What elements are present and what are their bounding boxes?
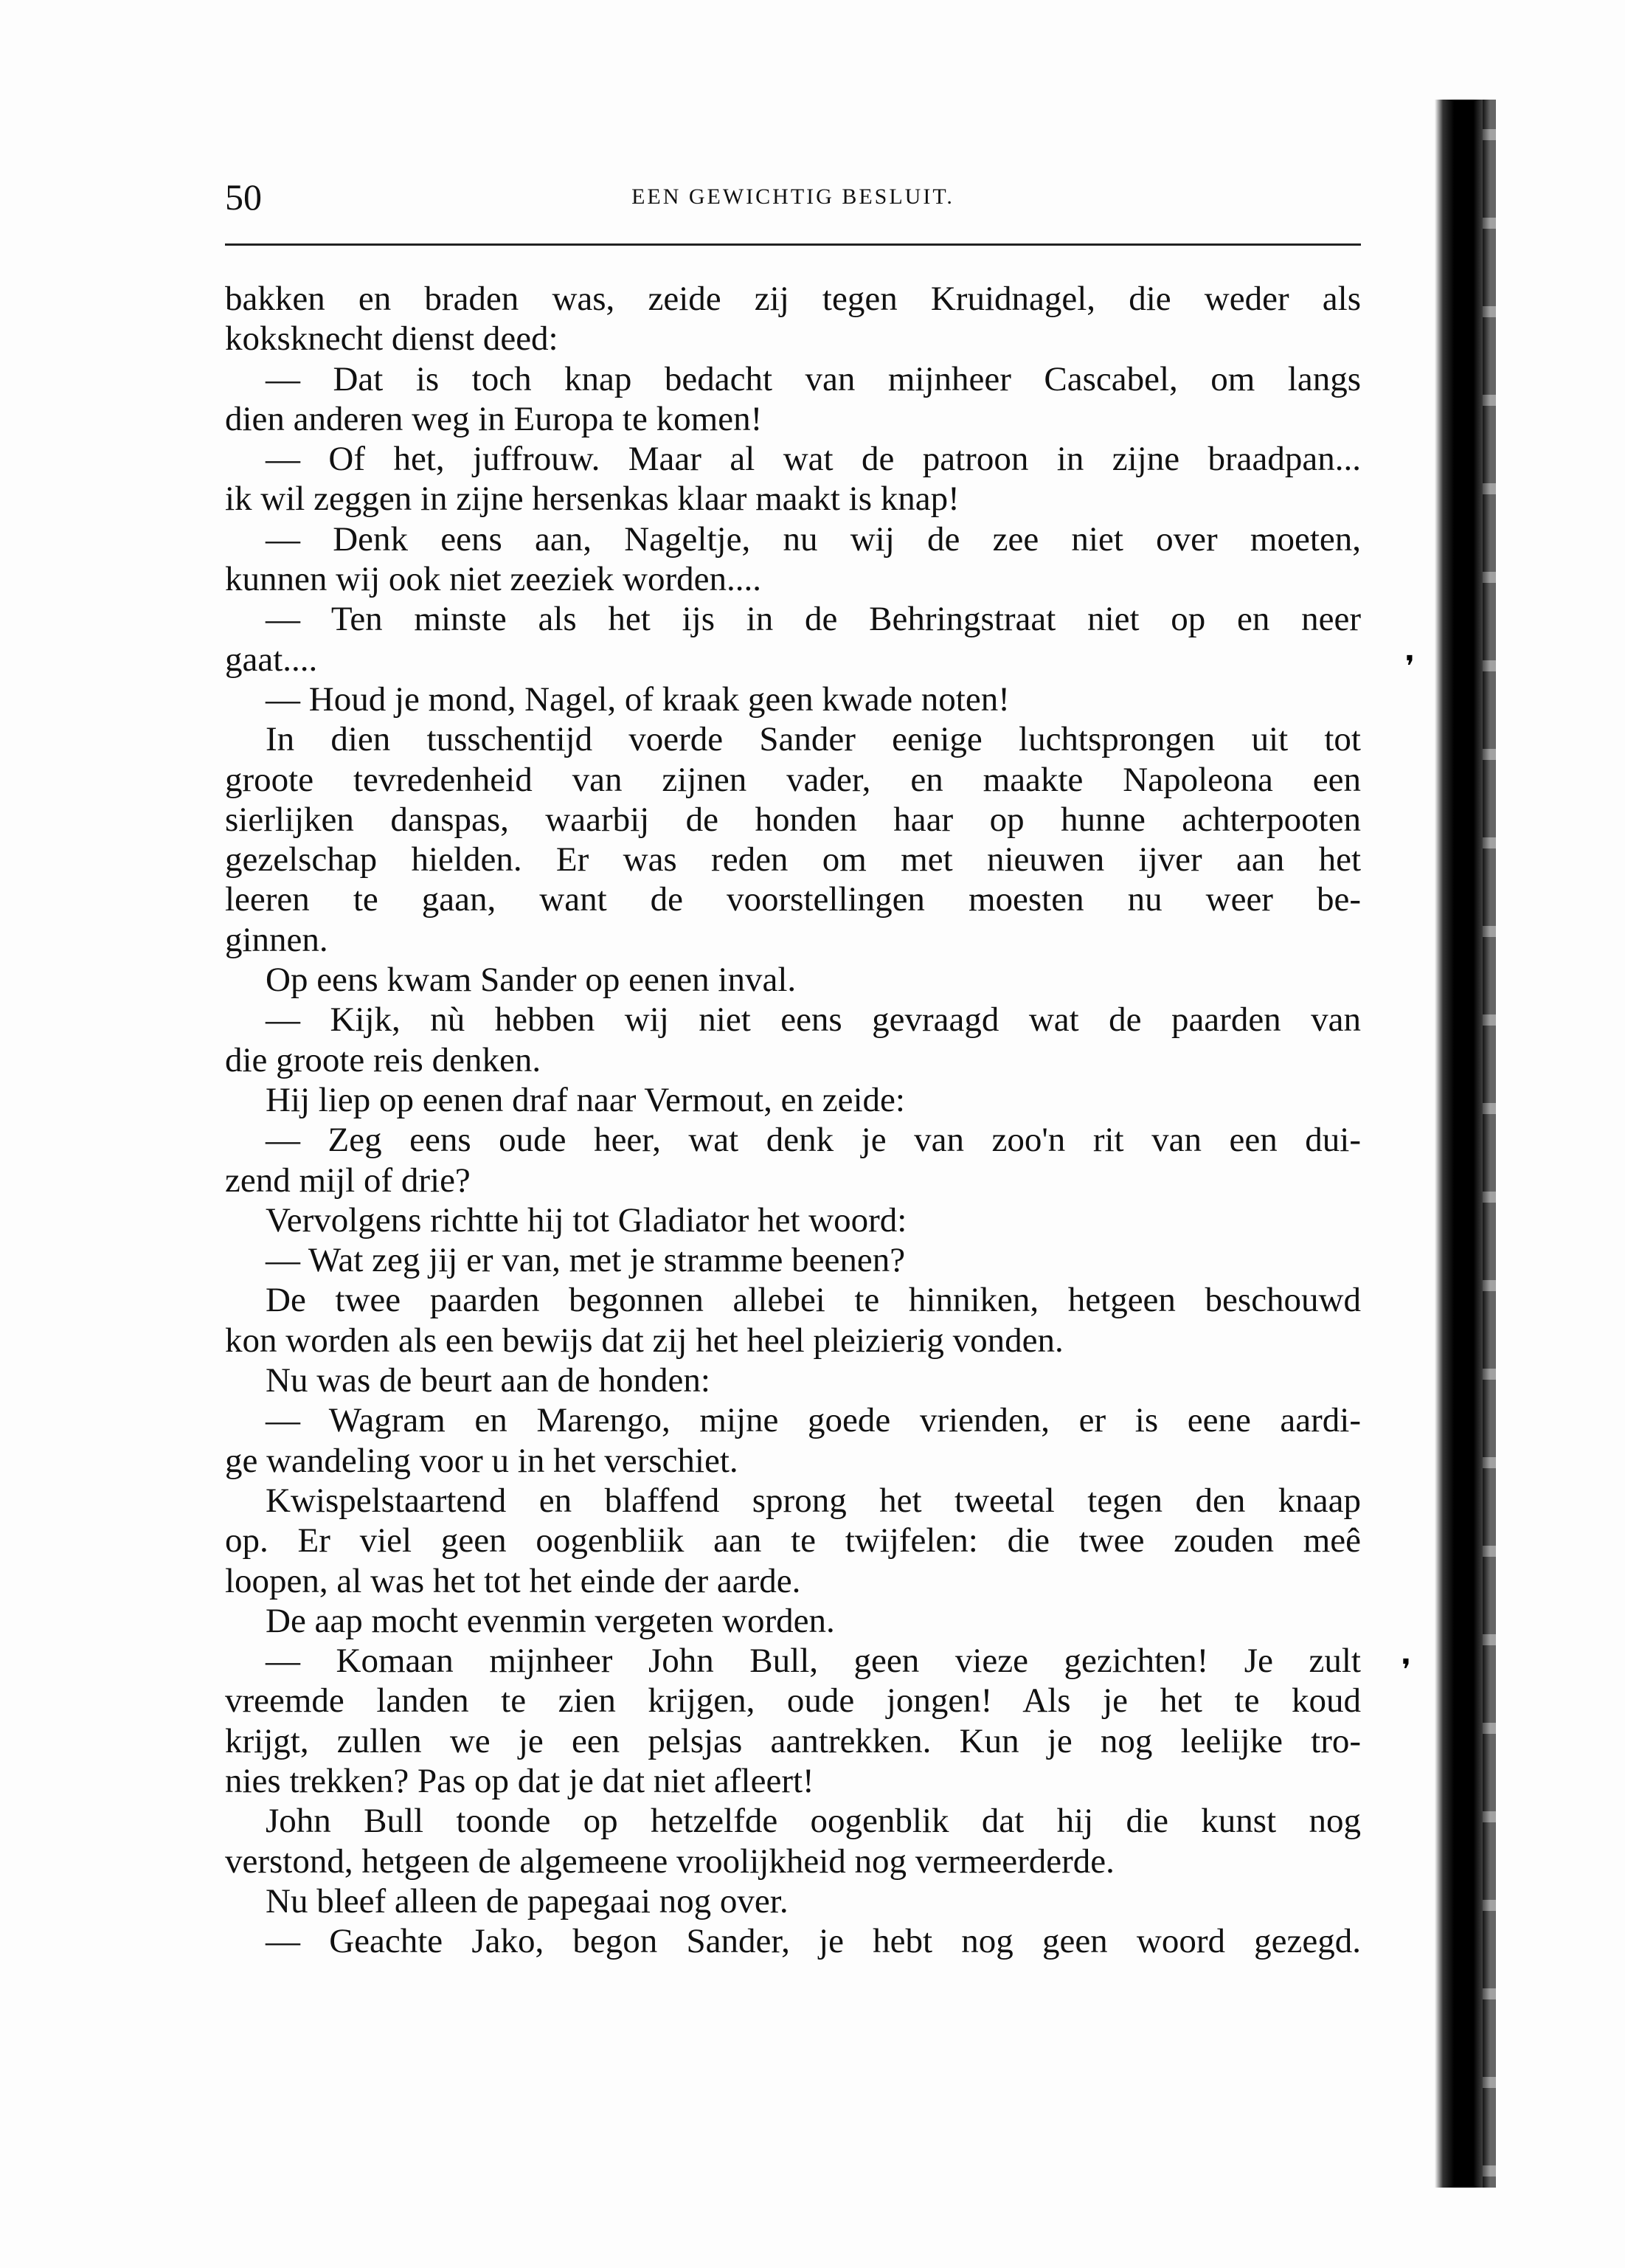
- text-line: — Wagram en Marengo, mijne goede vrienden, er is eene aardi-: [266, 1401, 1361, 1440]
- scanned-binding-edge: [1435, 100, 1490, 2188]
- text-line: — Of het, juffrouw. Maar al wat de patroon in zijne braadpan...: [266, 440, 1361, 479]
- text-line: loopen, al was het tot het einde der aarde.: [225, 1561, 801, 1600]
- running-title: EEN GEWICHTIG BESLUIT.: [631, 184, 954, 209]
- text-line: kon worden als een bewijs dat zij het heel pleizierig vonden.: [225, 1321, 1064, 1360]
- text-line: gezelschap hielden. Er was reden om met nieuwen ijver aan het: [225, 840, 1361, 879]
- text-line: leeren te gaan, want de voorstellingen moesten nu weer be-: [225, 880, 1361, 919]
- text-line: ge wandeling voor u in het verschiet.: [225, 1441, 738, 1480]
- text-line: ik wil zeggen in zijne hersenkas klaar maakt is knap!: [225, 480, 960, 519]
- text-line: De aap mocht evenmin vergeten worden.: [266, 1601, 835, 1640]
- text-line: — Ten minste als het ijs in de Behringstraat niet op en neer: [266, 600, 1361, 639]
- text-line: In dien tusschentijd voerde Sander eenige luchtsprongen uit tot: [266, 720, 1361, 759]
- text-line: zend mijl of drie?: [225, 1161, 471, 1200]
- page-header: [225, 176, 1361, 220]
- text-line: groote tevredenheid van zijnen vader, en maakte Napoleona een: [225, 760, 1361, 799]
- text-line: kunnen wij ook niet zeeziek worden....: [225, 560, 761, 599]
- body-text: [225, 279, 1361, 1961]
- text-line: — Komaan mijnheer John Bull, geen vieze gezichten! Je zult: [266, 1642, 1361, 1681]
- text-line: gaat....: [225, 640, 318, 679]
- text-line: — Kijk, nù hebben wij niet eens gevraagd wat de paarden van: [266, 1000, 1361, 1040]
- scan-speck: ❜: [1405, 650, 1415, 683]
- header-rule: [225, 243, 1361, 246]
- text-line: die groote reis denken.: [225, 1040, 541, 1079]
- text-line: sierlijken danspas, waarbij de honden haar op hunne achterpooten: [225, 800, 1361, 839]
- text-line: — Zeg eens oude heer, wat denk je van zoo'n rit van een dui-: [266, 1121, 1361, 1160]
- text-line: vreemde landen te zien krijgen, oude jongen! Als je het te koud: [225, 1681, 1361, 1721]
- text-line: De twee paarden begonnen allebei te hinniken, hetgeen beschouwd: [266, 1281, 1361, 1320]
- text-line: verstond, hetgeen de algemeene vroolijkheid nog vermeerderde.: [225, 1842, 1115, 1881]
- text-line: — Wat zeg jij er van, met je stramme beenen?: [266, 1241, 906, 1280]
- text-line: ginnen.: [225, 920, 328, 959]
- scanned-binding-shadow: [1483, 100, 1496, 2188]
- text-line: Vervolgens richtte hij tot Gladiator het woord:: [266, 1200, 907, 1240]
- text-line: Op eens kwam Sander op eenen inval.: [266, 961, 797, 1000]
- text-line: — Geachte Jako, begon Sander, je hebt nog geen woord gezegd.: [266, 1922, 1361, 1961]
- text-line: John Bull toonde op hetzelfde oogenblik dat hij die kunst nog: [266, 1802, 1361, 1841]
- text-line: — Dat is toch knap bedacht van mijnheer Cascabel, om langs: [266, 359, 1361, 398]
- text-line: koksknecht dienst deed:: [225, 319, 558, 359]
- text-line: bakken en braden was, zeide zij tegen Kruidnagel, die weder als: [225, 280, 1361, 318]
- text-line: Hij liep op eenen draf naar Vermout, en zeide:: [266, 1080, 905, 1119]
- text-line: krijgt, zullen we je een pelsjas aantrekken. Kun je nog leelijke tro-: [225, 1721, 1361, 1760]
- text-line: Nu was de beurt aan de honden:: [266, 1361, 710, 1400]
- text-line: nies trekken? Pas op dat je dat niet afleert!: [225, 1761, 814, 1800]
- text-line: — Houd je mond, Nagel, of kraak geen kwade noten!: [266, 680, 1010, 719]
- text-line: — Denk eens aan, Nageltje, nu wij de zee niet over moeten,: [266, 519, 1361, 559]
- text-line: op. Er viel geen oogenbliik aan te twijfelen: die twee zouden meê: [225, 1521, 1361, 1560]
- text-line: dien anderen weg in Europa te komen!: [225, 399, 763, 438]
- page-number: 50: [225, 176, 262, 218]
- text-line: Kwispelstaartend en blaffend sprong het tweetal tegen den knaap: [266, 1481, 1361, 1520]
- scan-speck: ❜: [1401, 1653, 1411, 1687]
- text-line: Nu bleef alleen de papegaai nog over.: [266, 1881, 789, 1920]
